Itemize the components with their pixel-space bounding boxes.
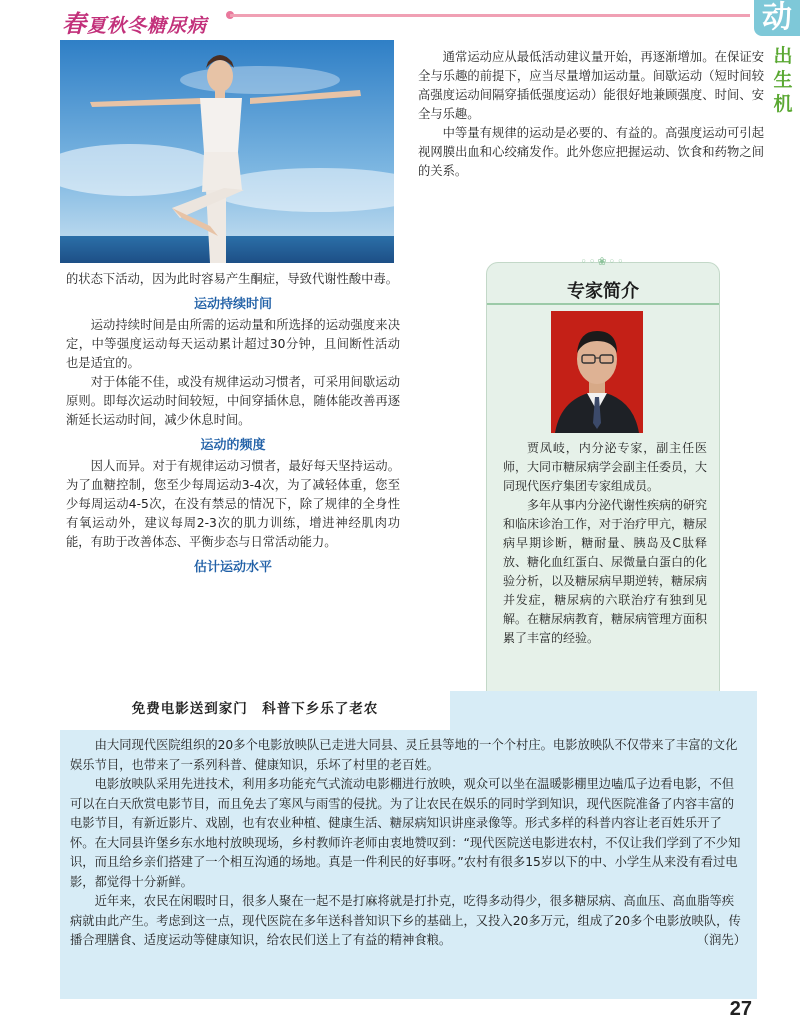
expert-title: 专家简介	[567, 281, 639, 302]
expert-bio	[503, 439, 707, 648]
title-rest: 夏秋冬糖尿病	[87, 15, 208, 37]
bio-paragraph: 贾凤岐，内分泌专家，副主任医师，大同市糖尿病学会副主任委员，大同现代医疗集团专家组成员。	[503, 441, 708, 493]
news-title: 免费电影送到家门 科普下乡乐了老农	[60, 688, 450, 730]
news-paragraph: 由大同现代医院组织的20多个电影放映队已走进大同县、灵丘县等地的一个个村庄。电影放映队不仅带来了丰富的文化娱乐节目，也带来了一系列科普、健康知识，乐坏了村里的老百姓。	[70, 738, 738, 772]
body-paragraph: 因人而异。对于有规律运动习惯者，最好每天坚持运动。为了血糖控制，您至少每周运动3-4次，为了减轻体重，您至少每周运动4-5次，在没有禁忌的情况下，除了规律的全身性有氧运动外，建议每周2-3次的肌力训练，增进神经肌肉功能，有助于改善体态、平衡步态与日常活动能力。	[66, 459, 400, 549]
intro-paragraph: 的状态下活动，因为此时容易产生酮症，导致代谢性酸中毒。	[66, 272, 399, 286]
section-heading: 运动的频度	[200, 438, 266, 453]
news-paragraph	[70, 892, 746, 951]
column-tab: 动	[754, 0, 800, 36]
right-paragraph: 通常运动应从最低活动建议量开始，再逐渐增加。在保证安全与乐趣的前提下，应当尽量增加运动量。间歇运动（短时间较高强度运动间隔穿插低强度运动）能很好地兼顾强度、时间、安全与乐趣。	[418, 50, 764, 121]
bio-paragraph: 多年从事内分泌代谢性疾病的研究和临床诊治工作，对于治疗甲亢，糖尿病早期诊断，糖耐量、胰岛及C肽释放、糖化血红蛋白、尿微量白蛋白的化验分析，以及糖尿病早期逆转，糖尿病并发症，糖尿病的六联治疗有独到见解。在糖尿病教育，糖尿病管理方面积累了丰富的经验。	[503, 498, 708, 645]
news-paragraph-text: 近年来，农民在闲暇时日，很多人聚在一起不是打麻将就是打扑克，吃得多动得少，很多糖尿病、高血压、高血脂等疾病就由此产生。考虑到这一点，现代医院在多年送科普知识下乡的基础上，又投入20多万元，组成了20多个电影放映队，传播合理膳食、适度运动等健康知识，给农民们送上了有益的精神食粮。	[70, 894, 741, 947]
expert-divider	[487, 303, 719, 305]
yoga-photo	[60, 40, 394, 263]
magazine-section-title	[62, 4, 207, 39]
page-number: 27	[729, 998, 752, 1020]
column-subtab: 出生机	[773, 45, 793, 115]
section-heading: 运动持续时间	[193, 297, 272, 312]
body-paragraph: 对于体能不佳，或没有规律运动习惯者，可采用间歇运动原则。即每次运动时间较短，中间穿插休息，随体能改善再逐渐延长运动时间，减少休息时间。	[66, 375, 400, 427]
title-first-char: 春	[62, 9, 87, 38]
right-paragraph: 中等量有规律的运动是必要的、有益的。高强度运动可引起视网膜出血和心绞痛发作。此外您应把握运动、饮食和药物之间的关系。	[418, 126, 764, 178]
news-body	[70, 736, 746, 951]
section-heading: 估计运动水平	[193, 560, 272, 575]
ornament: ◦◦❀◦◦	[580, 255, 626, 268]
left-column-text	[66, 270, 400, 579]
expert-portrait	[551, 311, 643, 433]
header-rule	[230, 14, 750, 17]
expert-profile-card	[486, 255, 720, 705]
news-signature: （润先）	[696, 933, 746, 947]
body-paragraph: 运动持续时间是由所需的运动量和所选择的运动强度来决定，中等强度运动每天运动累计超过30分钟，且间断性活动也是适宜的。	[66, 318, 400, 370]
right-column-text	[418, 48, 764, 181]
news-paragraph: 电影放映队采用先进技术，利用多功能充气式流动电影棚进行放映，观众可以坐在温暖影棚里边嗑瓜子边看电影，不但可以在白天欣赏电影节目，而且免去了寒风与雨雪的侵扰。为了让农民在娱乐的同时学到知识，现代医院准备了内容丰富的电影节目，有新近影片、戏剧，也有农业种植、健康生活、糖尿病知识讲座录像等。形式多样的科普内容让老百姓乐开了怀。在大同县许堡乡东水地村放映现场，乡村教师许老师由衷地赞叹到：“现代医院送电影进农村，不仅让我们学到了不少知识，而且给乡亲们搭建了一个相互沟通的场地。真是一件利民的好事呀。”农村有很多15岁以下的中、小学生从来没有看过电影，都觉得十分新鲜。	[70, 777, 741, 889]
